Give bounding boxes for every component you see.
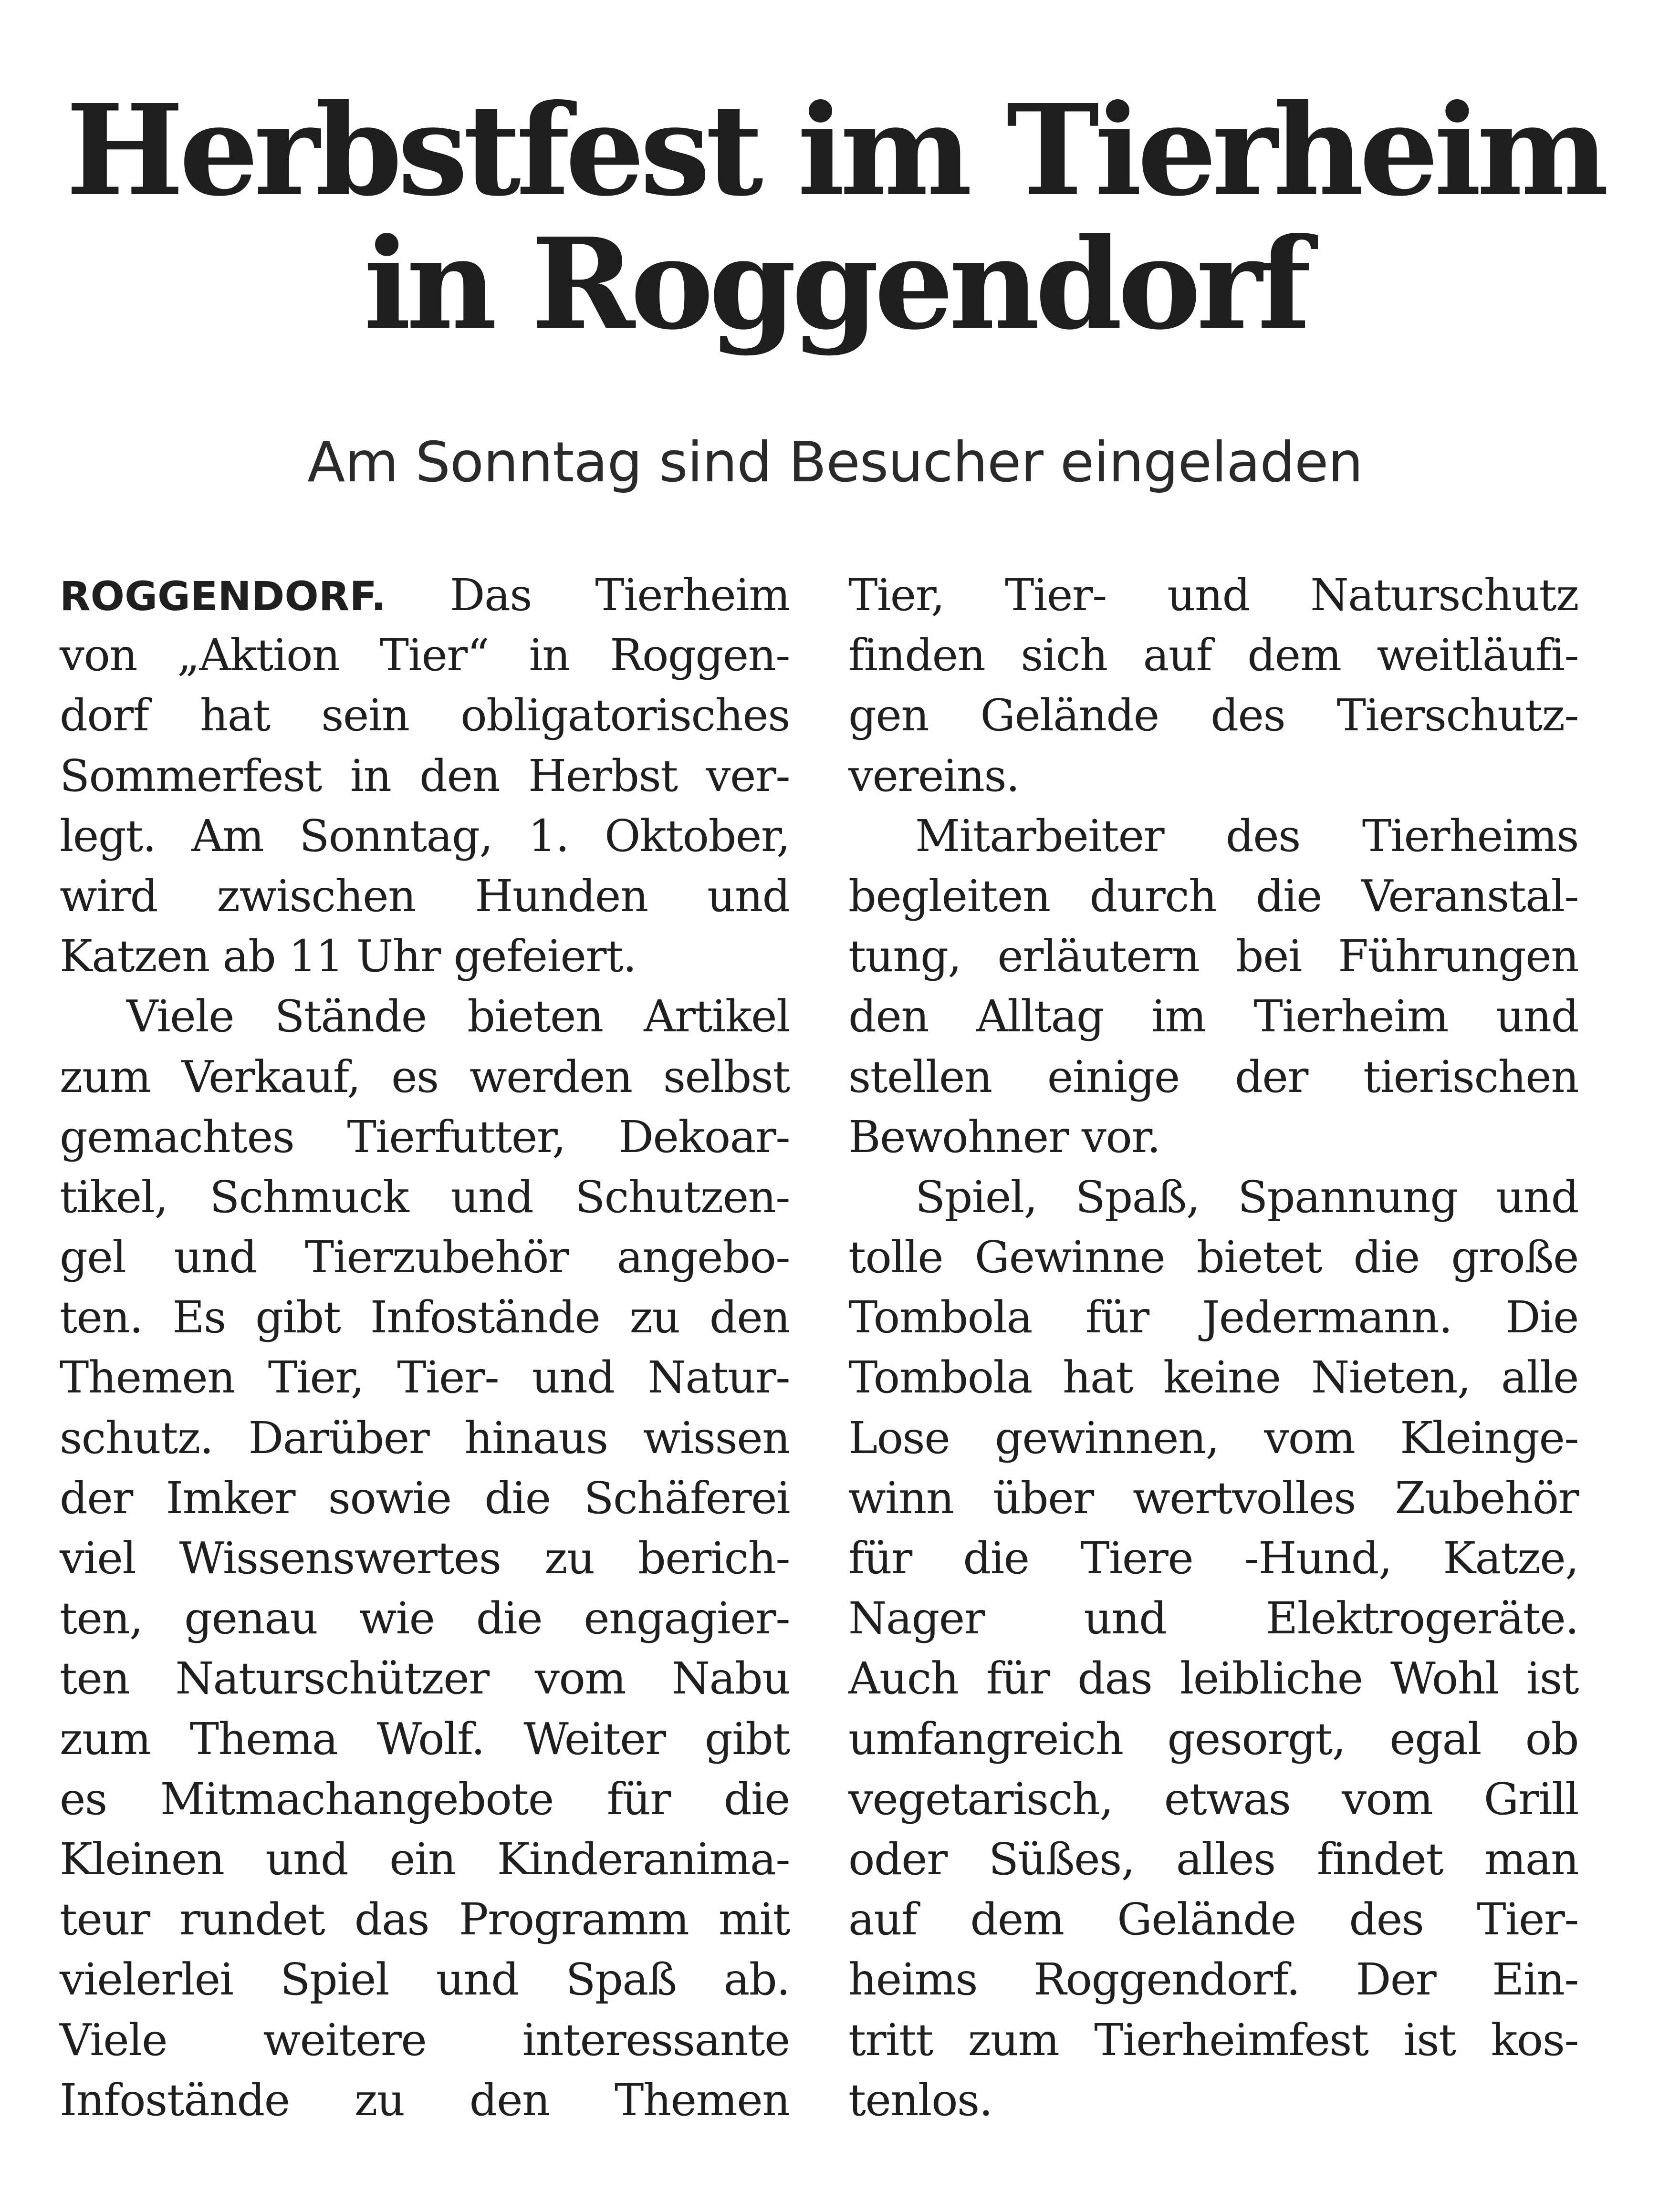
article-line: schutz. Darüber hinaus wissen	[60, 1412, 790, 1464]
article-line: winn über wertvolles Zubehör	[848, 1472, 1578, 1524]
article-line: tikel, Schmuck und Schutzen-	[60, 1171, 790, 1223]
article-line: Tombola hat keine Nieten, alle	[848, 1352, 1578, 1403]
article-line: begleiten durch die Veranstal-	[848, 870, 1578, 922]
article-line: von „Aktion Tier“ in Roggen-	[60, 630, 790, 681]
article-line: wird zwischen Hunden und	[60, 870, 790, 922]
article-line: Sommerfest in den Herbst ver-	[60, 750, 790, 801]
article-line: Lose gewinnen, vom Kleinge-	[848, 1412, 1578, 1464]
article-line: ten. Es gibt Infostände zu den	[60, 1292, 790, 1343]
article-line: stellen einige der tierischen	[848, 1051, 1578, 1102]
article-line: Nager und Elektrogeräte.	[848, 1593, 1578, 1644]
article-line: es Mitmachangebote für die	[60, 1773, 790, 1825]
article-line: legt. Am Sonntag, 1. Oktober,	[60, 810, 790, 862]
headline	[0, 77, 1670, 357]
article-line: ten Naturschützer vom Nabu	[60, 1653, 790, 1704]
headline-line-2: in Roggendorf	[364, 210, 1306, 357]
article-line: tung, erläutern bei Führungen	[848, 931, 1578, 982]
article-line: gemachtes Tierfutter, Dekoar-	[60, 1111, 790, 1163]
headline-line-1: Herbstfest im Tierheim	[65, 77, 1605, 224]
article-line: oder Süßes, alles findet man	[848, 1833, 1578, 1885]
article-line: viel Wissenswertes zu berich-	[60, 1533, 790, 1584]
article-line: Themen Tier, Tier- und Natur-	[60, 1352, 790, 1403]
article-line: gen Gelände des Tierschutz-	[848, 690, 1578, 741]
article-line: Bewohner vor.	[848, 1111, 1160, 1163]
article-line: dorf hat sein obligatorisches	[60, 690, 790, 741]
article-line: teur rundet das Programm mit	[60, 1894, 790, 1945]
article-line: tolle Gewinne bietet die große	[848, 1232, 1578, 1283]
article-line: Auch für das leibliche Wohl ist	[848, 1653, 1578, 1704]
article-line: der Imker sowie die Schäferei	[60, 1472, 790, 1524]
article-line: Tombola für Jedermann. Die	[848, 1292, 1578, 1343]
article-line: Kleinen und ein Kinderanima-	[60, 1833, 790, 1885]
article-line-text: Das Tierheim	[449, 570, 790, 621]
article-line: umfangreich gesorgt, egal ob	[848, 1713, 1578, 1765]
article-line: Viele Stände bieten Artikel	[126, 991, 790, 1042]
article-line: gel und Tierzubehör angebo-	[60, 1232, 790, 1283]
article-column-right	[848, 565, 1578, 2130]
article-line: zum Thema Wolf. Weiter gibt	[60, 1713, 790, 1765]
article-line: finden sich auf dem weitläufi-	[848, 630, 1578, 681]
article-line: tritt zum Tierheimfest ist kos-	[848, 2014, 1578, 2066]
dateline: ROGGENDORF.	[60, 573, 386, 620]
article-line: vegetarisch, etwas vom Grill	[848, 1773, 1578, 1825]
article-line: auf dem Gelände des Tier-	[848, 1894, 1578, 1945]
article-line: ten, genau wie die engagier-	[60, 1593, 790, 1644]
article-line: zum Verkauf, es werden selbst	[60, 1051, 790, 1102]
article-line: Spiel, Spaß, Spannung und	[915, 1171, 1578, 1223]
article-line: den Alltag im Tierheim und	[848, 991, 1578, 1042]
article-column-left	[60, 565, 790, 2130]
article-line: vielerlei Spiel und Spaß ab.	[60, 1954, 790, 2005]
article-line: Viele weitere interessante	[60, 2014, 790, 2066]
article-line: Infostände zu den Themen	[60, 2074, 790, 2126]
article-line: heims Roggendorf. Der Ein-	[848, 1954, 1578, 2005]
article-line: für die Tiere -Hund, Katze,	[848, 1533, 1578, 1584]
article-line: Tier, Tier- und Naturschutz	[848, 570, 1578, 621]
article-line: Mitarbeiter des Tierheims	[915, 810, 1578, 862]
subtitle: Am Sonntag sind Besucher eingeladen	[307, 430, 1363, 495]
article-line: vereins.	[848, 750, 1019, 801]
article-line: Katzen ab 11 Uhr gefeiert.	[60, 931, 637, 982]
article-line: tenlos.	[848, 2074, 992, 2126]
article-line	[60, 565, 790, 625]
